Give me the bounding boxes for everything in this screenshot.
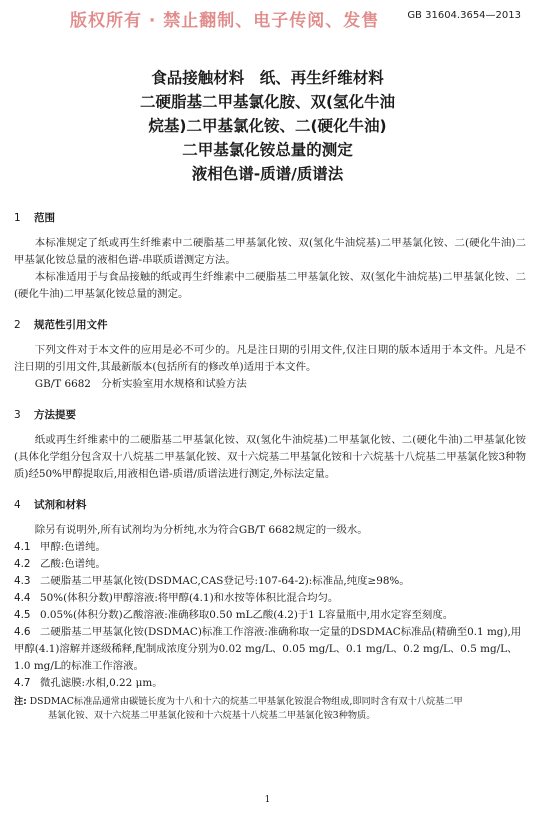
- item-text: 二硬脂基二甲基氯化铵(DSDMAC)标准工作溶液:准确称取一定量的DSDMAC标准品(精确至0.1 mg),用甲醇(4.1)溶解并逐级稀释,配制成浓度分别为0.02 mg/L、0.05 mg/L、0.1 mg/L、0.2 mg/L、0.5 mg/L、1.0 mg/L的标准工作溶液。: [14, 626, 522, 672]
- page-number: 1: [264, 795, 271, 805]
- section-2-reference: GB/T 6682 分析实验室用水规格和试验方法: [34, 378, 247, 390]
- item-text: 微孔滤膜:水相,0.22 μm。: [40, 677, 163, 689]
- note-label: 注:: [14, 696, 27, 707]
- section-number: 2: [14, 319, 21, 331]
- section-3-heading: [14, 407, 526, 424]
- section-title: 试剂和材料: [34, 499, 87, 511]
- section-2-paragraph-1: 下列文件对于本文件的应用是必不可少的。凡是注日期的引用文件,仅注日期的版本适用于本文件。凡是不注日期的引用文件,其最新版本(包括所有的修改单)适用于本文件。: [14, 344, 526, 373]
- item-number: 4.7: [14, 677, 31, 689]
- item-text: 二硬脂基二甲基氯化铵(DSDMAC,CAS登记号:107-64-2):标准品,纯度≥98%。: [40, 575, 410, 587]
- section-4-intro: 除另有说明外,所有试剂均为分析纯,水为符合GB/T 6682规定的一级水。: [34, 524, 368, 536]
- reagent-item-4-3: [14, 573, 526, 590]
- item-text: 0.05%(体积分数)乙酸溶液:准确移取0.50 mL乙酸(4.2)于1 L容量瓶中,用水定容至刻度。: [40, 609, 454, 621]
- section-number: 3: [14, 409, 21, 421]
- item-number: 4.6: [14, 626, 31, 638]
- reagent-item-4-7: [14, 675, 526, 692]
- section-4-heading: [14, 497, 526, 514]
- section-1-paragraph-1: 本标准规定了纸或再生纤维素中二硬脂基二甲基氯化铵、双(氢化牛油烷基)二甲基氯化铵、二(硬化牛油)二甲基氯化铵总量的液相色谱-串联质谱测定方法。: [14, 237, 526, 266]
- item-number: 4.4: [14, 592, 31, 604]
- document-title: [0, 66, 535, 186]
- title-line-3: 烷基)二甲基氯化铵、二(硬化牛油): [148, 117, 387, 135]
- section-number: 4: [14, 499, 21, 511]
- reagent-item-4-6: [14, 624, 526, 675]
- item-number: 4.2: [14, 558, 31, 570]
- note-text-line-2: 基氯化铵、双十六烷基二甲基氯化铵和十六烷基十八烷基二甲基氯化铵3种物质。: [48, 710, 376, 721]
- note-text-line-1: DSDMAC标准品通常由碳链长度为十八和十六的烷基二甲基氯化铵混合物组成,即同时含有双十八烷基二甲: [29, 696, 463, 707]
- item-text: 乙酸:色谱纯。: [40, 558, 106, 570]
- section-1-paragraph-2: 本标准适用于与食品接触的纸或再生纤维素中二硬脂基二甲基氯化铵、双(氢化牛油烷基)二甲基氯化铵、二(硬化牛油)二甲基氯化铵总量的测定。: [14, 271, 526, 300]
- section-3-paragraph-1: 纸或再生纤维素中的二硬脂基二甲基氯化铵、双(氢化牛油烷基)二甲基氯化铵、二(硬化牛油)二甲基氯化铵(具体化学组分包含双十八烷基二甲基氯化铵、双十六烷基二甲基氯化铵和十六烷基十八烷基二甲基氯化铵3种物质)经50%甲醇提取后,用液相色谱-质谱/质谱法进行测定,外标法定量。: [14, 434, 526, 480]
- item-text: 50%(体积分数)甲醇溶液:将甲醇(4.1)和水按等体积比混合均匀。: [40, 592, 339, 604]
- title-line-5: 液相色谱-质谱/质谱法: [191, 165, 344, 183]
- section-title: 方法提要: [34, 409, 76, 421]
- reagent-item-4-4: [14, 590, 526, 607]
- title-line-1: 食品接触材料 纸、再生纤维材料: [151, 69, 384, 87]
- item-number: 4.1: [14, 541, 31, 553]
- standard-number: GB 31604.3654—2013: [407, 10, 521, 21]
- item-number: 4.3: [14, 575, 31, 587]
- reagent-item-4-1: [14, 539, 526, 556]
- title-line-2: 二硬脂基二甲基氯化胺、双(氢化牛油: [139, 93, 396, 111]
- section-number: 1: [14, 212, 21, 224]
- copyright-watermark: 版权所有 · 禁止翻制、电子传阅、发售: [70, 11, 380, 31]
- section-title: 规范性引用文件: [34, 319, 108, 331]
- title-line-4: 二甲基氯化铵总量的测定: [182, 141, 353, 159]
- item-text: 甲醇:色谱纯。: [40, 541, 106, 553]
- section-2-heading: [14, 317, 526, 334]
- item-number: 4.5: [14, 609, 31, 621]
- document-body: [14, 210, 526, 723]
- section-4-note: [14, 695, 526, 723]
- reagent-item-4-5: [14, 607, 526, 624]
- reagent-item-4-2: [14, 556, 526, 573]
- section-title: 范围: [34, 212, 55, 224]
- section-1-heading: [14, 210, 526, 227]
